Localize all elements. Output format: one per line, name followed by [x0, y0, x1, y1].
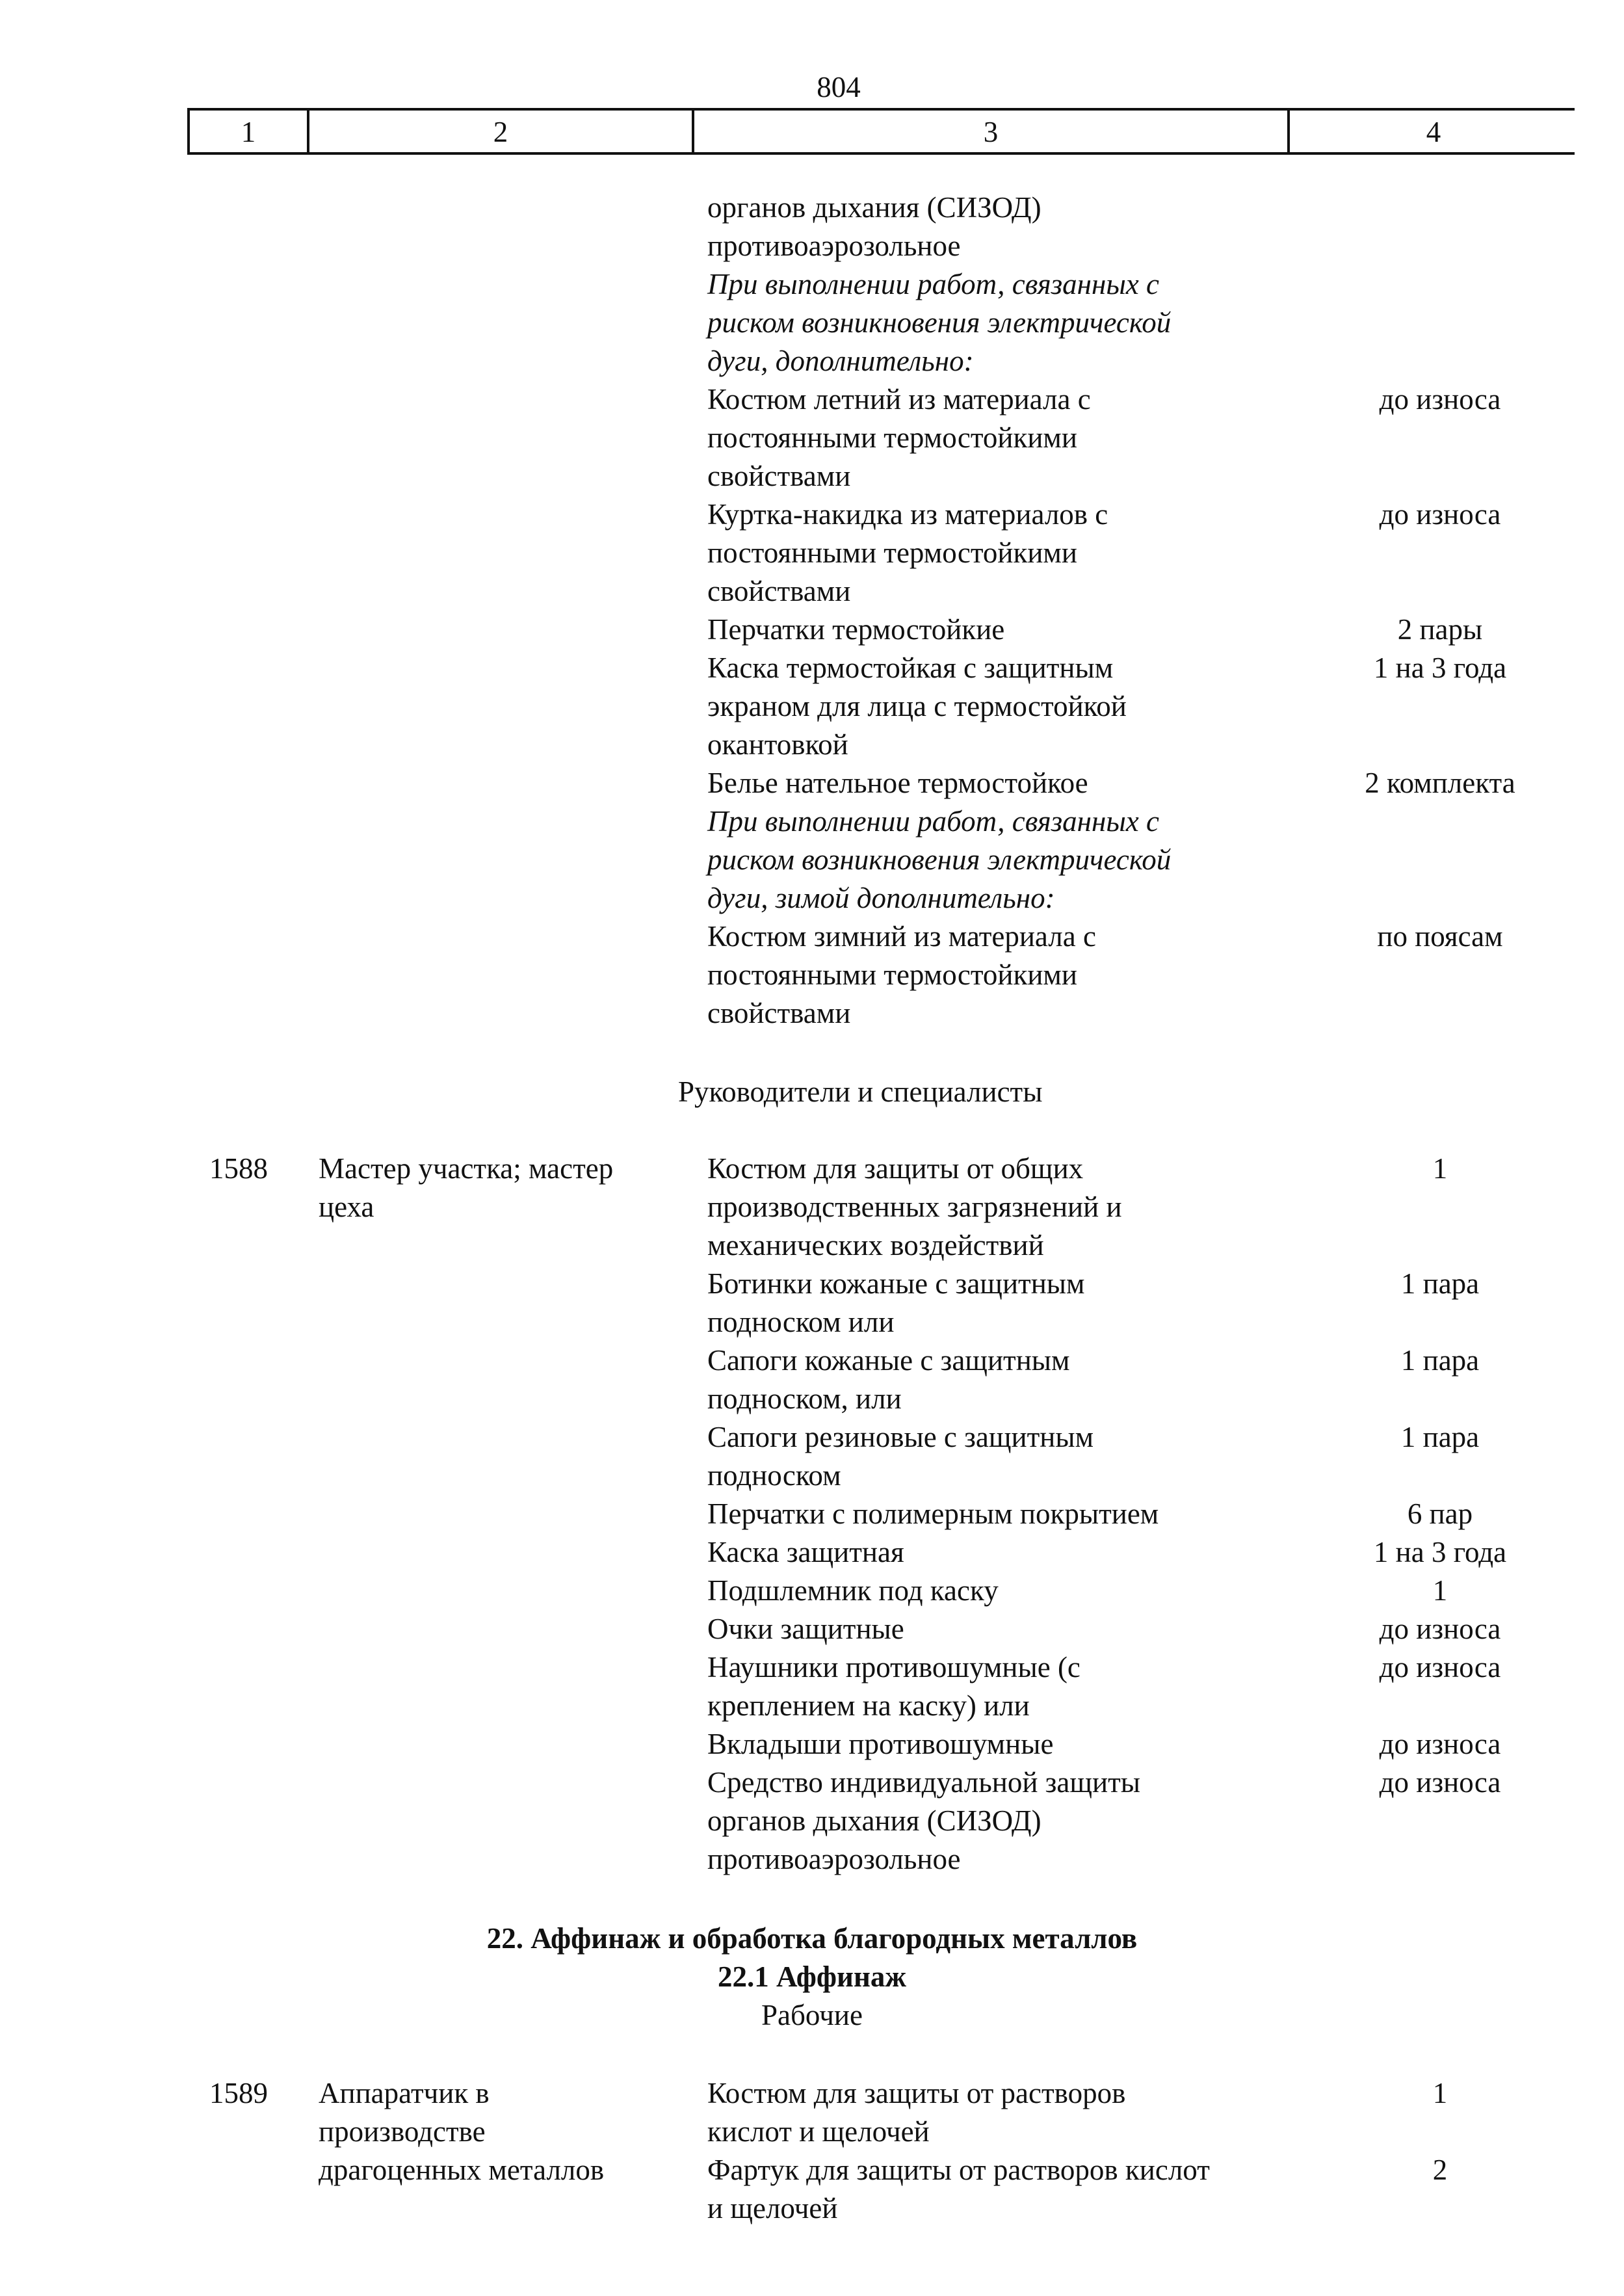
item-line: Белье нательное термостойкое	[707, 767, 1088, 799]
item-line: экраном для лица с термостойкой	[707, 690, 1127, 722]
item-line: органов дыхания (СИЗОД)	[707, 1804, 1041, 1837]
condition-note: риском возникновения электрической	[707, 843, 1172, 876]
item-line: Костюм летний из материала с	[707, 383, 1091, 416]
item-line: Перчатки с полимерным покрытием	[707, 1498, 1159, 1530]
condition-note: дуги, зимой дополнительно:	[707, 882, 1055, 914]
position-title: драгоценных металлов	[319, 2154, 605, 2186]
item-line: постоянными термостойкими	[707, 536, 1077, 569]
item-line: свойствами	[707, 460, 851, 492]
item-line: механических воздействий	[707, 1229, 1044, 1261]
item-quantity: 1	[1432, 2077, 1448, 2109]
position-title: производстве	[319, 2115, 486, 2148]
subsection-title: 22.1 Аффинаж	[717, 1960, 907, 1993]
item-line: Костюм для защиты от растворов	[707, 2077, 1126, 2109]
item-line: свойствами	[707, 575, 851, 607]
item-line: Очки защитные	[707, 1613, 904, 1645]
item-line: кислот и щелочей	[707, 2115, 930, 2148]
item-quantity: 6 пар	[1407, 1498, 1473, 1530]
item-quantity: 1 пара	[1400, 1344, 1480, 1377]
column-header-1: 1	[241, 116, 256, 148]
item-quantity: до износа	[1379, 498, 1501, 531]
section-title: 22. Аффинаж и обработка благородных металлов	[486, 1922, 1138, 1955]
item-line: и щелочей	[707, 2192, 838, 2224]
item-line: свойствами	[707, 997, 851, 1029]
item-line: подноском	[707, 1459, 841, 1492]
item-quantity: 2	[1432, 2154, 1448, 2186]
position-title: Аппаратчик в	[319, 2077, 490, 2109]
item-line: Ботинки кожаные с защитным	[707, 1267, 1085, 1300]
item-line: Перчатки термостойкие	[707, 613, 1005, 646]
item-line: Костюм зимний из материала с	[707, 920, 1096, 953]
position-title: Мастер участка; мастер	[319, 1152, 614, 1185]
item-line: Вкладыши противошумные	[707, 1728, 1054, 1760]
item-line: Каска термостойкая с защитным	[707, 652, 1114, 684]
item-line: креплением на каску) или	[707, 1689, 1030, 1722]
item-quantity: до износа	[1379, 1728, 1501, 1760]
item-line: Сапоги резиновые с защитным	[707, 1421, 1094, 1453]
item-line: противоаэрозольное	[707, 1843, 961, 1875]
column-header-4: 4	[1287, 111, 1577, 152]
item-line: окантовкой	[707, 728, 848, 761]
condition-note: При выполнении работ, связанных с	[707, 805, 1159, 838]
item-line: Средство индивидуальной защиты	[707, 1766, 1141, 1799]
item-quantity: 2 комплекта	[1365, 767, 1515, 799]
item-line: Куртка-накидка из материалов с	[707, 498, 1108, 531]
item-line: Наушники противошумные (с	[707, 1651, 1080, 1683]
item-quantity: 2 пары	[1397, 613, 1483, 646]
item-quantity: 1 на 3 года	[1373, 652, 1507, 684]
item-line: Каска защитная	[707, 1536, 904, 1568]
section-subtitle-managers: Руководители и специалисты	[678, 1075, 1043, 1108]
item-line: постоянными термостойкими	[707, 958, 1077, 991]
item-quantity: до износа	[1379, 1613, 1501, 1645]
column-header-2: 2	[307, 111, 692, 152]
item-quantity: 1 пара	[1400, 1421, 1480, 1453]
condition-note: При выполнении работ, связанных с	[707, 268, 1159, 300]
item-quantity: до износа	[1379, 383, 1501, 416]
item-quantity: до износа	[1379, 1766, 1501, 1799]
column-header-3: 3	[692, 111, 1287, 152]
item-line: подноском, или	[707, 1382, 902, 1415]
item-quantity: 1	[1432, 1574, 1448, 1607]
page-number: 804	[817, 71, 861, 103]
item-line: Костюм для защиты от общих	[707, 1152, 1084, 1185]
condition-note: дуги, дополнительно:	[707, 345, 974, 377]
entry-number: 1588	[209, 1152, 268, 1185]
item-quantity: 1 пара	[1400, 1267, 1480, 1300]
item-quantity: до износа	[1379, 1651, 1501, 1683]
entry-number: 1589	[209, 2077, 268, 2109]
item-line: постоянными термостойкими	[707, 421, 1077, 454]
item-line: подноском или	[707, 1306, 895, 1338]
item-line: органов дыхания (СИЗОД)	[707, 191, 1041, 224]
item-line: противоаэрозольное	[707, 230, 961, 262]
section-subtitle-workers: Рабочие	[761, 1999, 863, 2031]
item-line: производственных загрязнений и	[707, 1191, 1122, 1223]
item-line: Фартук для защиты от растворов кислот	[707, 2154, 1210, 2186]
item-line: Сапоги кожаные с защитным	[707, 1344, 1070, 1377]
item-quantity: 1	[1432, 1152, 1448, 1185]
item-quantity: 1 на 3 года	[1373, 1536, 1507, 1568]
item-line: Подшлемник под каску	[707, 1574, 999, 1607]
item-quantity: по поясам	[1377, 920, 1503, 953]
column-header-row	[187, 108, 1575, 155]
position-title: цеха	[319, 1191, 374, 1223]
condition-note: риском возникновения электрической	[707, 306, 1172, 339]
